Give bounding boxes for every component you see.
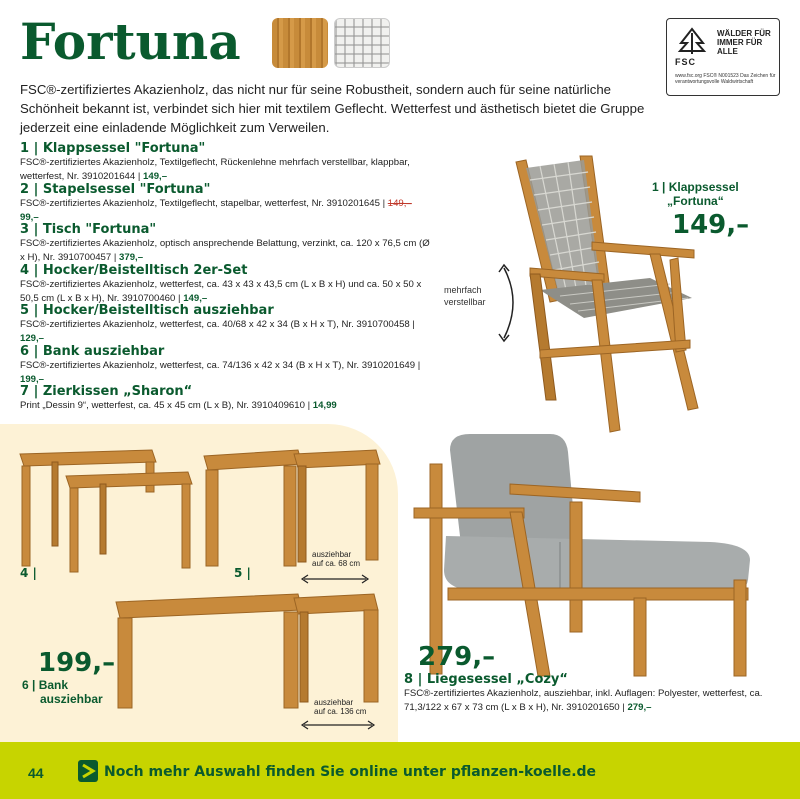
brand-logo-icon [78, 760, 98, 782]
item-price: 149,– [183, 292, 208, 304]
item-title: 1 | Klappsessel "Fortuna" [20, 141, 206, 156]
chair-label-line2: „Fortuna“ [667, 194, 724, 208]
item-title: 3 | Tisch "Fortuna" [20, 222, 157, 237]
list-item [20, 182, 430, 224]
item-title: 5 | Hocker/Beistelltisch ausziehbar [20, 303, 274, 318]
item-price: 199,– [20, 373, 45, 385]
item-desc: FSC®-zertifiziertes Akazienholz, wetterfest, ca. 40/68 x 42 x 34 (B x H x T), Nr. 3910700458 | 129,– [20, 319, 415, 344]
bench-label [22, 678, 103, 706]
item-title: 2 | Stapelsessel "Fortuna" [20, 182, 211, 197]
chair-label-line1: 1 | Klappsessel [652, 180, 739, 194]
page-title: Fortuna [20, 12, 241, 71]
double-arrow-icon [300, 720, 376, 730]
bench-price: 199,– [38, 648, 116, 678]
lounger-price: 279,– [418, 642, 496, 672]
fsc-tree-icon [677, 27, 707, 55]
tables-label-5: 5 | [234, 566, 251, 580]
item-title: 7 | Zierkissen „Sharon“ [20, 384, 193, 399]
wood-swatch [272, 18, 328, 68]
fsc-logo [666, 18, 780, 96]
weave-swatch [334, 18, 390, 68]
fsc-license: FSC® N001523 [703, 73, 739, 79]
extend-note-6-line1: ausziehbar [314, 698, 354, 707]
fsc-url: www.fsc.org [675, 73, 702, 79]
chair-label [652, 180, 739, 208]
extend-note-5 [312, 550, 360, 568]
item-title: 6 | Bank ausziehbar [20, 344, 165, 359]
fsc-claim: WÄLDER FÜR IMMER FÜR ALLE [717, 29, 771, 56]
double-arrow-icon [300, 574, 370, 584]
lounger-desc-price: 279,– [627, 701, 652, 713]
adjust-label [444, 284, 486, 308]
lounger-desc: FSC®-zertifiziertes Akazienholz, ausziehbar, inkl. Auflagen: Polyester, wetterfest, ca. 71,3/122 x 67 x 73 cm (L x B x H), Nr. 3910201650 | 279,– [404, 688, 763, 713]
list-item [20, 384, 430, 413]
bench-label-line2: ausziehbar [40, 692, 103, 706]
list-item [20, 141, 430, 183]
list-item [20, 303, 430, 345]
fsc-smallprint [675, 73, 777, 85]
item-desc: FSC®-zertifiziertes Akazienholz, optisch ansprechende Belattung, verzinkt, ca. 120 x 76,5 cm (Ø x H), Nr. 3910700457 | 379,– [20, 238, 430, 263]
list-item [20, 344, 430, 386]
chair-price: 149,– [672, 210, 750, 240]
extend-note-5-line2: auf ca. 68 cm [312, 559, 361, 568]
curved-arrow-icon [496, 262, 526, 344]
extend-note-6-line2: auf ca. 136 cm [314, 707, 367, 716]
item-price: 14,99 [312, 400, 337, 411]
lounger-image [410, 430, 760, 678]
list-item [20, 263, 430, 305]
tables-label-4: 4 | [20, 566, 37, 580]
old-price: 149,– [387, 198, 412, 209]
fsc-wordmark: FSC [675, 57, 696, 67]
item-desc: Print „Dessin 9“, wetterfest, ca. 45 x 45 cm (L x B), Nr. 3910409610 | 14,99 [20, 400, 337, 411]
item-desc: FSC®-zertifiziertes Akazienholz, wetterfest, ca. 43 x 43 x 43,5 cm (L x B x H) und ca. 50 x 50 x 50,5 cm (L x B x H), Nr. 3910700460 | 149,– [20, 279, 422, 304]
lounger-title: 8 | Liegesessel „Cozy“ [404, 672, 568, 687]
item-desc: FSC®-zertifiziertes Akazienholz, Textilgeflecht, Rückenlehne mehrfach verstellbar, klappbar, wetterfest, Nr. 3910201644 | 149,– [20, 157, 410, 182]
page-number: 44 [28, 765, 44, 781]
list-item [20, 222, 430, 264]
fsc-tagline: Das Zeichen für verantwortungsvolle Waldwirtschaft [675, 73, 776, 85]
lounger-item [404, 672, 794, 714]
intro-text: FSC®-zertifiziertes Akazienholz, das nicht nur für seine Robustheit, sondern auch für seine natürliche Schönheit bekannt ist, verbindet sich hier mit textilem Geflecht. Wetterfest und ästhetisch bietet die Gruppe jederzeit eine einladende Möglichkeit zum Verweilen. [20, 82, 645, 135]
nesting-tables-image [16, 446, 196, 576]
extend-note-5-line1: ausziehbar [312, 550, 352, 559]
bench-label-line1: 6 | Bank [22, 678, 69, 692]
item-title: 4 | Hocker/Beistelltisch 2er-Set [20, 263, 248, 278]
adjust-label-line1: mehrfach [444, 285, 482, 295]
extendable-bench-image [112, 590, 382, 710]
item-price: 129,– [20, 332, 45, 344]
item-price: 99,– [20, 211, 39, 223]
item-desc: FSC®-zertifiziertes Akazienholz, wetterfest, ca. 74/136 x 42 x 34 (B x H x T), Nr. 3910201649 | 199,– [20, 360, 421, 385]
item-price: 379,– [119, 251, 144, 263]
extend-note-6 [314, 698, 366, 716]
item-desc: FSC®-zertifiziertes Akazienholz, Textilgeflecht, stapelbar, wetterfest, Nr. 3910201645 | 149,– 99,– [20, 198, 412, 223]
adjust-label-line2: verstellbar [444, 297, 486, 307]
item-price: 149,– [143, 170, 168, 182]
footer-link[interactable]: Noch mehr Auswahl finden Sie online unter pflanzen-koelle.de [104, 764, 597, 780]
